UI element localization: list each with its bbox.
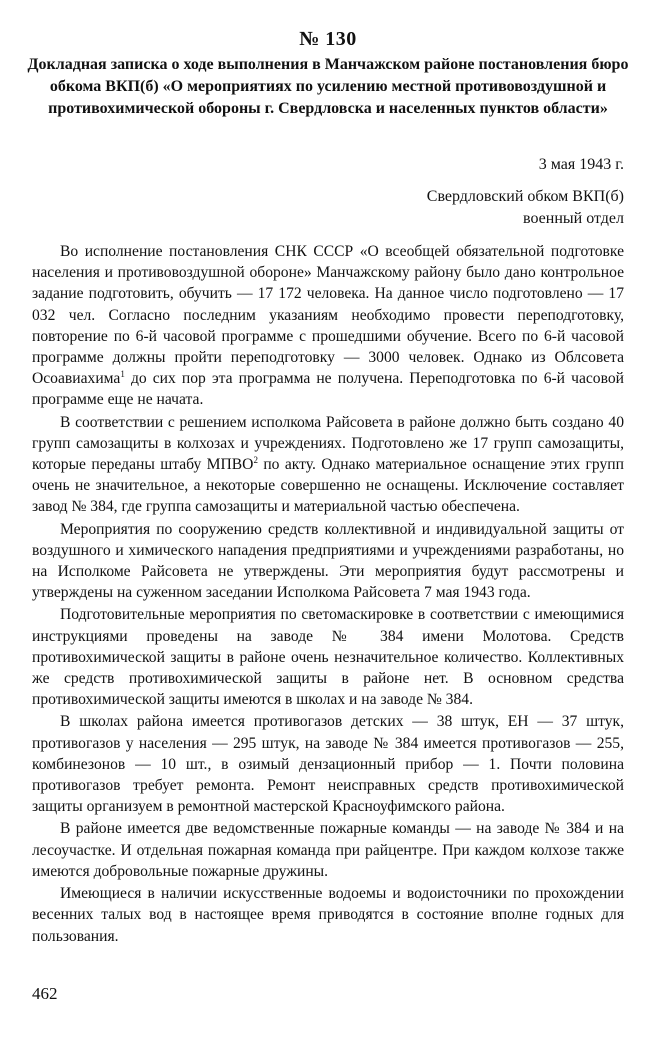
- document-date: 3 мая 1943 г.: [538, 156, 624, 173]
- addressee-block: [427, 186, 624, 230]
- paragraph-1-text-b: до сих пор эта программа не получена. Переподготовка по 6-й часовой программе еще не начата.: [32, 370, 624, 409]
- paragraph-6: В районе имеется две ведомственные пожарные команды — на заводе № 384 и на лесоучастке. И отдельная пожарная команда при райцентре. При каждом колхозе также имеются добровольные пожарные дружины.: [32, 820, 624, 880]
- paragraph-2-text-a: В соответствии с решением исполкома Райсовета в районе должно быть создано 40 групп самозащиты в колхозах и учреждениях. Подготовлено же 17 групп самозащиты, которые переданы штабу МПВО: [32, 413, 624, 474]
- footnote-ref-1: 1: [120, 369, 125, 380]
- paragraph-5: В школах района имеется противогазов детских — 38 штук, ЕН — 37 штук, противогазов у населения — 295 штук, на заводе № 384 имеется противогазов — 255, комбинезонов — 10 шт., в озимый дензационный прибор — 1. Почти половина противогазов требует ремонта. Ремонт неисправных средств противохимической защиты организуем в ремонтной мастерской Красноуфимского района.: [32, 713, 624, 816]
- addressee-department: военный отдел: [523, 210, 624, 227]
- paragraph-7: Имеющиеся в наличии искусственные водоемы и водоисточники по прохождении весенних талых вод в настоящее время приводятся в состояние вполне годных для пользования.: [32, 885, 624, 945]
- document-body: [32, 241, 624, 947]
- page-number: 462: [32, 984, 58, 1003]
- footnote-ref-2: 2: [253, 454, 258, 465]
- paragraph-2-text-b: по акту. Однако материальное оснащение этих групп очень не значительное, а некоторые совершенно не оснащены. Исключение составляет завод № 384, где группа самозащиты и материальной частью обеспечена.: [32, 456, 624, 516]
- paragraph-1-text-a: Во исполнение постановления СНК СССР «О всеобщей обязательной подготовке населения и противовоздушной обороне» Манчажскому району было дано контрольное задание подготовить, обучить — 17 172 человека. На данное число подготовлено — 17 032 чел. Согласно последним указаниям необходимо провести переподготовку, повторение по 6-й часовой программе с прошедшими обучение. Всего по 6-й часовой программе должны пройти переподготовку — 3000 человек. Однако из Облсовета Осоавиахима: [32, 243, 624, 388]
- paragraph-2: [32, 412, 624, 518]
- paragraph-4: Подготовительные мероприятия по светомаскировке в соответствии с имеющимися инструкциями проведены на заводе № 384 имени Молотова. Средств противохимической защиты в районе очень незначительное количество. Коллективных же средств противохимической защиты в районе нет. В основном средства противохимической защиты имеются в школах и на заводе № 384.: [32, 606, 624, 709]
- addressee-organization: Свердловский обком ВКП(б): [426, 188, 624, 205]
- document-title: Докладная записка о ходе выполнения в Манчажском районе постановления бюро обкома ВКП(б) «О мероприятиях по усилению местной противовоздушной и противохимической обороны г. Свердловска и населенных пунктов области»: [27, 56, 629, 117]
- paragraph-1: [32, 241, 624, 411]
- paragraph-3: Мероприятия по сооружению средств коллективной и индивидуальной защиты от воздушного и химического нападения предприятиями и учреждениями разработаны, но на Исполкоме Райсовета не утверждены. Эти мероприятия будут рассмотрены и утверждены на суженном заседании Исполкома Райсовета 7 мая 1943 года.: [32, 520, 624, 602]
- document-number: № 130: [299, 28, 357, 50]
